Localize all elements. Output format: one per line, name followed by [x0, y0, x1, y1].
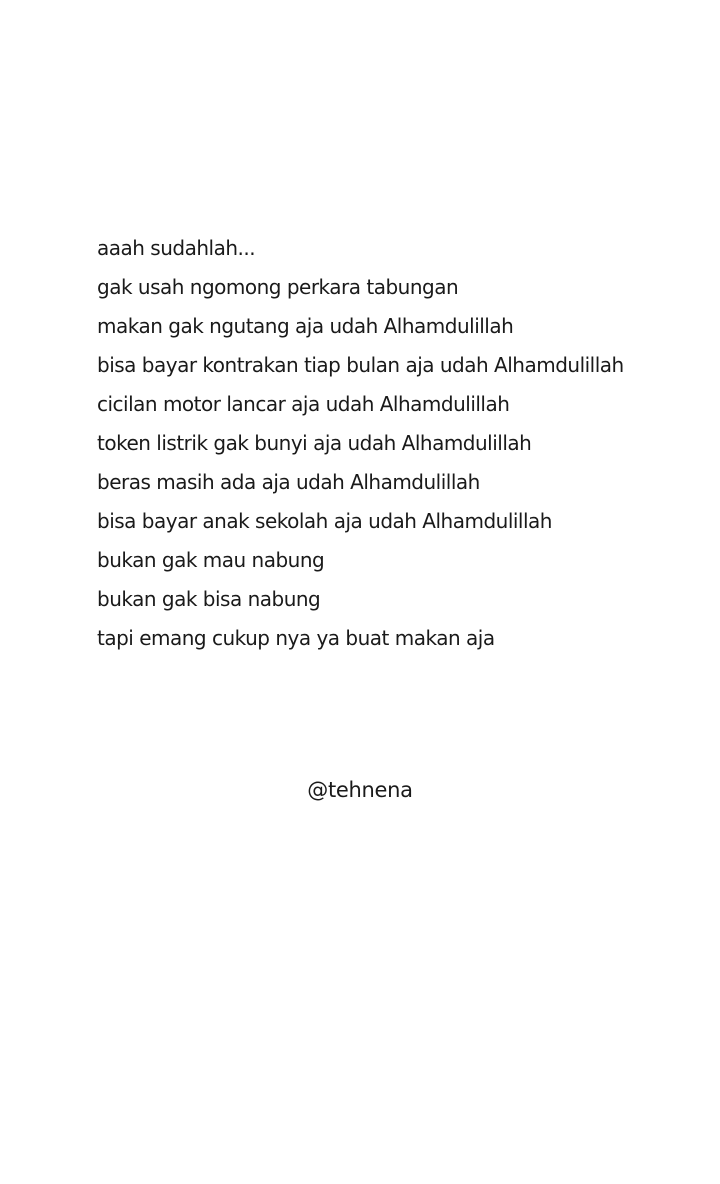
poem-line: bukan gak mau nabung	[97, 548, 325, 572]
poem-line: token listrik gak bunyi aja udah Alhamdulillah	[97, 431, 532, 455]
poem-line: gak usah ngomong perkara tabungan	[97, 275, 459, 299]
author-handle: @tehnena	[307, 778, 413, 802]
poem-line: beras masih ada aja udah Alhamdulillah	[97, 470, 480, 494]
poem-line: tapi emang cukup nya ya buat makan aja	[97, 626, 495, 650]
poem-line: bukan gak bisa nabung	[97, 587, 321, 611]
poem-line: bisa bayar kontrakan tiap bulan aja udah Alhamdulillah	[97, 353, 624, 377]
poem-text-block	[97, 229, 624, 658]
poem-line: cicilan motor lancar aja udah Alhamdulillah	[97, 392, 510, 416]
poem-line: aaah sudahlah...	[97, 236, 256, 260]
poem-line: makan gak ngutang aja udah Alhamdulillah	[97, 314, 514, 338]
poem-line: bisa bayar anak sekolah aja udah Alhamdulillah	[97, 509, 552, 533]
